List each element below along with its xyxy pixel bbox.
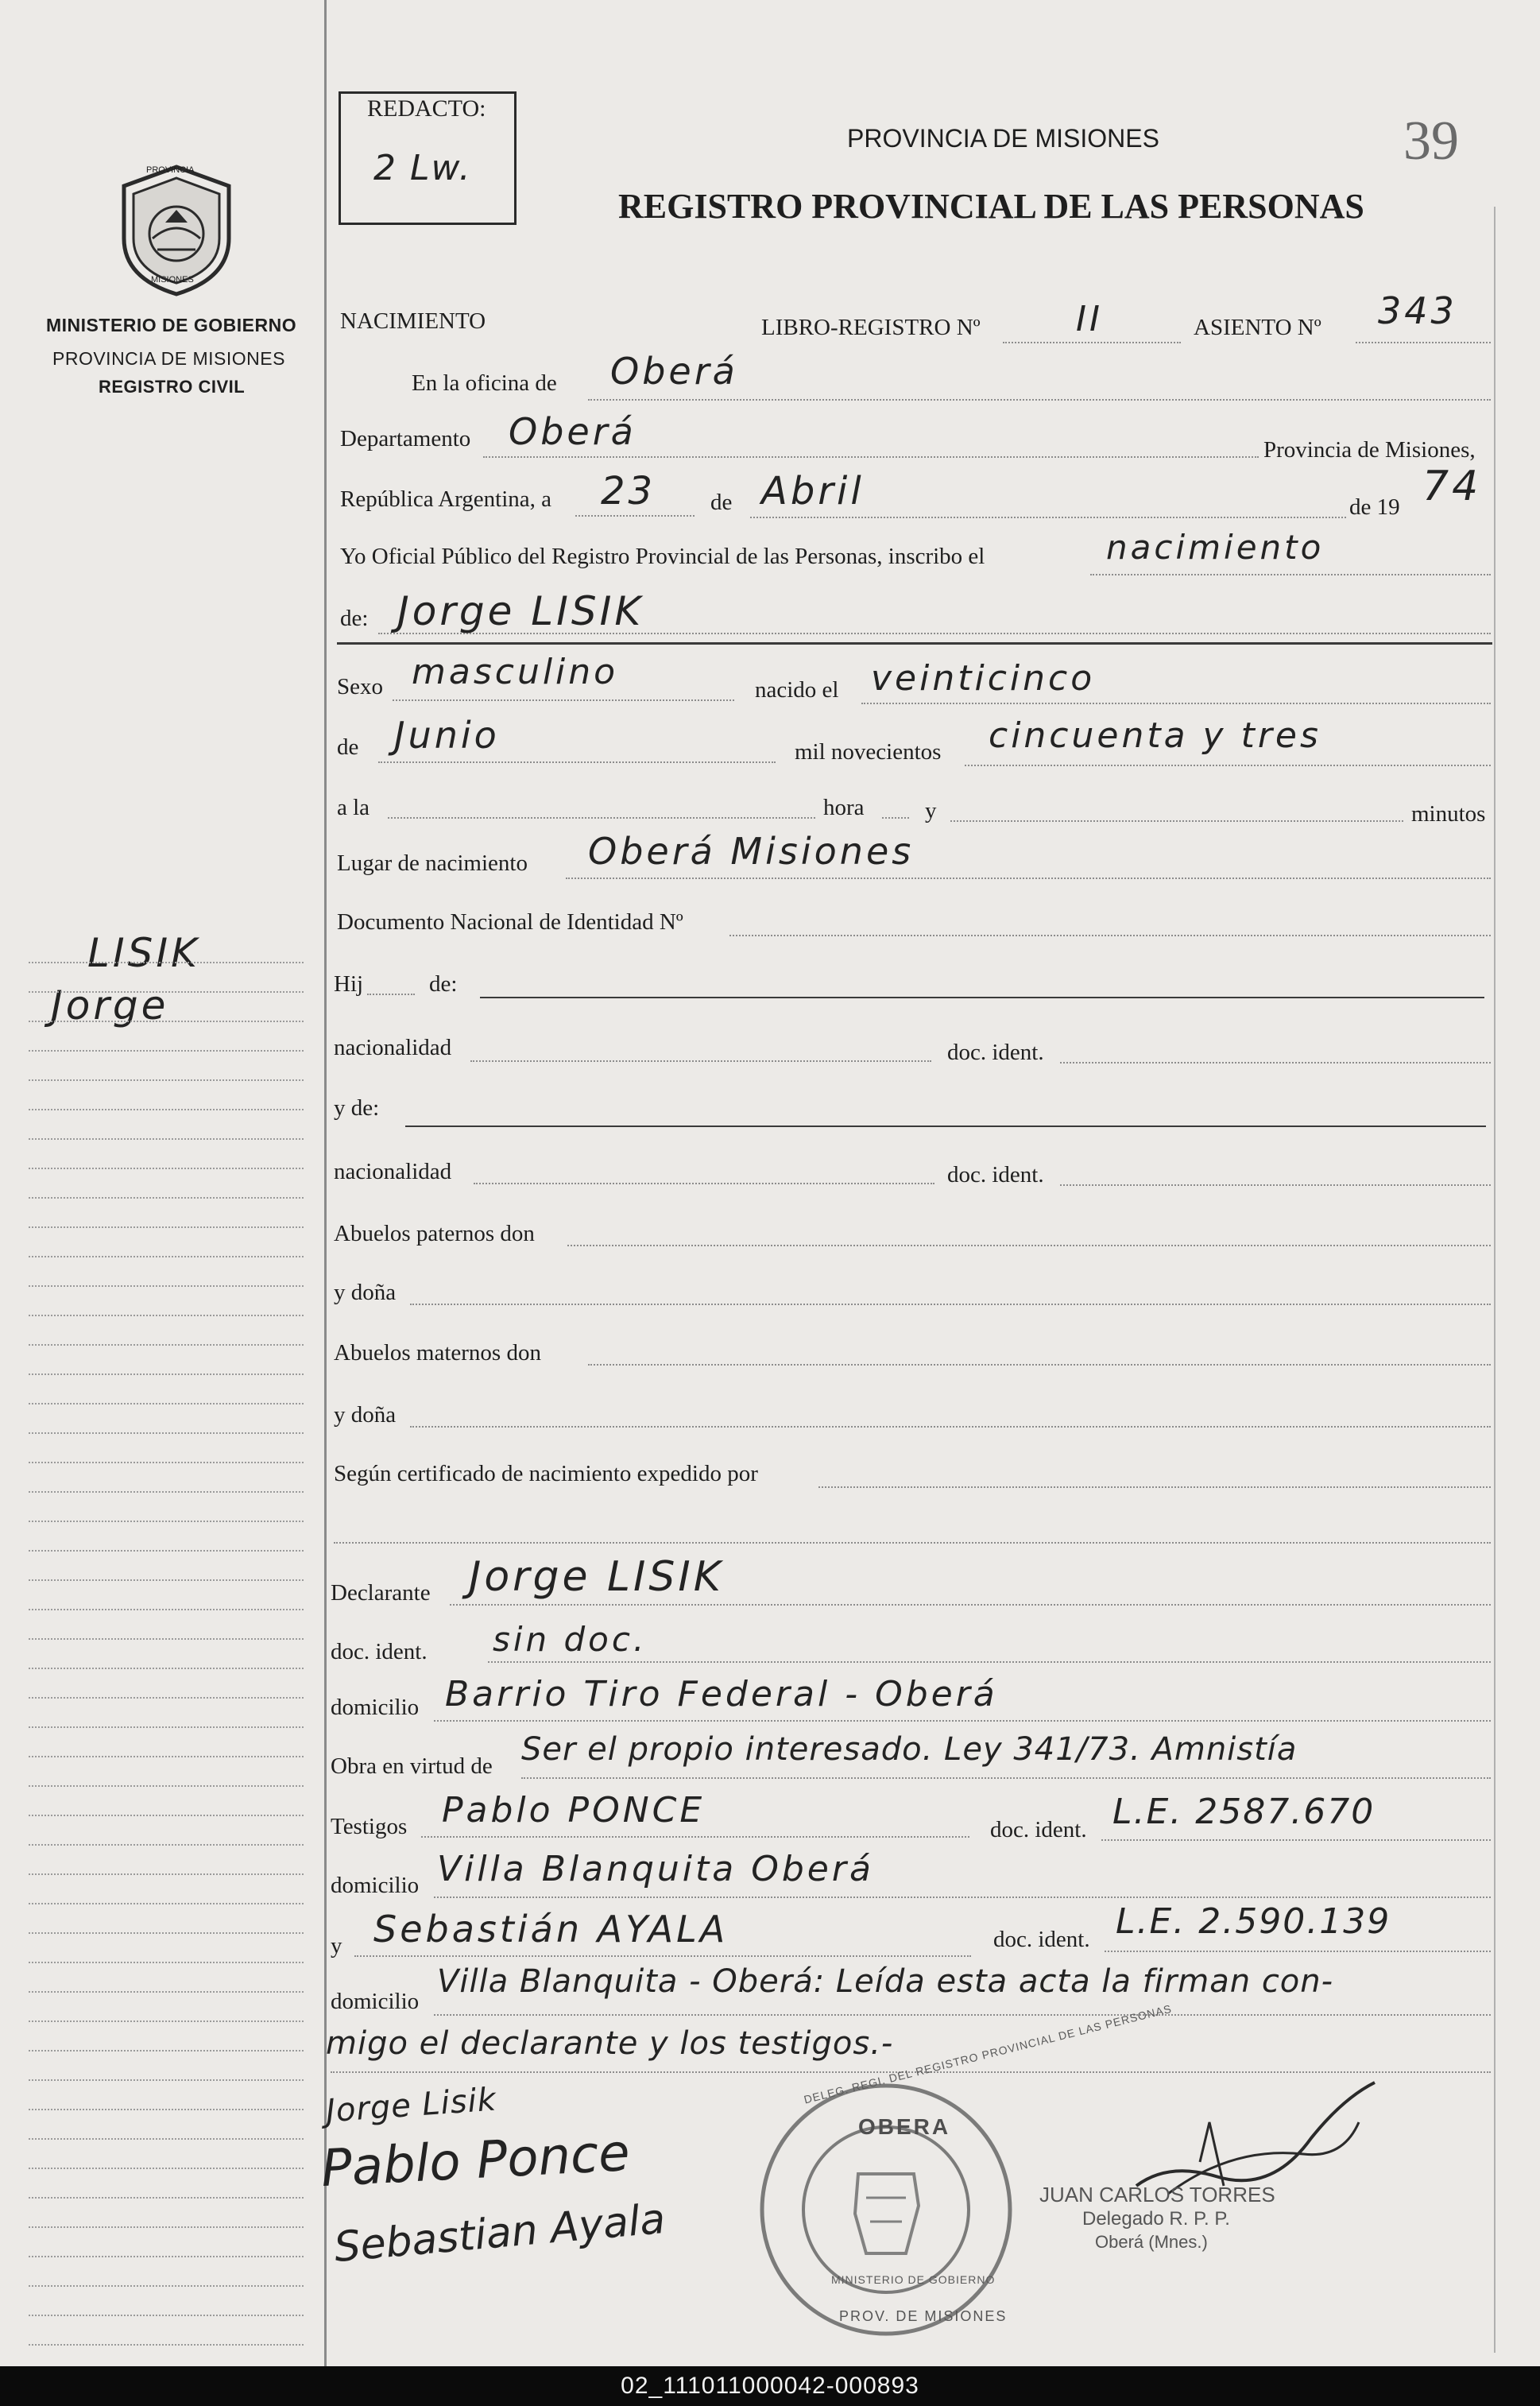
official-title: Delegado R. P. P. — [1082, 2208, 1230, 2230]
margin-ruled-line — [29, 1668, 304, 1669]
hij-de-label: de: — [429, 971, 458, 997]
margin-ruled-line — [29, 1050, 304, 1052]
margin-ruled-line — [29, 1109, 304, 1110]
margin-ruled-line — [29, 1932, 304, 1934]
ministry-line-2: PROVINCIA DE MISIONES — [52, 348, 285, 369]
minutos-label: minutos — [1411, 801, 1486, 827]
obra-dots — [521, 1777, 1491, 1779]
margin-ruled-line — [29, 1373, 304, 1375]
de-label-2: de — [337, 734, 359, 760]
asiento-value: 343 — [1378, 289, 1457, 332]
closing-value: migo el declarante y los testigos.- — [326, 2025, 894, 2062]
hij-dots — [367, 994, 415, 995]
ydona-dots-1 — [410, 1304, 1491, 1305]
domicilio-value-2: Villa Blanquita Oberá — [437, 1849, 874, 1889]
right-margin-rule — [1494, 207, 1496, 2353]
nacionalidad-dots-1 — [470, 1060, 931, 1062]
yde-label: y de: — [334, 1095, 380, 1121]
domicilio-value-1: Barrio Tiro Federal - Oberá — [445, 1674, 998, 1714]
form-title: NACIMIENTO — [340, 308, 486, 334]
nombre-value: Jorge LISIK — [397, 588, 644, 634]
margin-ruled-line — [29, 1256, 304, 1257]
oficina-value: Oberá — [610, 350, 738, 393]
domicilio-dots-3 — [434, 2014, 1491, 2016]
redacto-value: 2 Lw. — [373, 148, 472, 188]
domicilio-dots-1 — [434, 1720, 1491, 1722]
departamento-value: Oberá — [509, 410, 637, 453]
domicilio-dots-2 — [434, 1897, 1491, 1898]
departamento-dots — [483, 456, 1259, 458]
testigos-dots — [421, 1836, 969, 1838]
y2-label: y — [331, 1933, 342, 1959]
hij-label: Hij — [334, 971, 364, 997]
hij-rule — [480, 997, 1484, 998]
province-heading: PROVINCIA DE MISIONES — [847, 124, 1159, 153]
testigo2-dots — [354, 1955, 971, 1957]
testigos-label: Testigos — [331, 1814, 408, 1839]
margin-ruled-line — [29, 1873, 304, 1875]
margin-ruled-line — [29, 1197, 304, 1199]
declarante-dots — [450, 1604, 1491, 1606]
nacido-label: nacido el — [755, 677, 839, 703]
doc-ident-dots-5 — [1105, 1951, 1491, 1952]
domicilio-label-2: domicilio — [331, 1873, 420, 1898]
doc-ident-label-3: doc. ident. — [331, 1639, 428, 1664]
seal-text-bottom: MISIONES — [151, 275, 194, 285]
oficial-text: Yo Oficial Público del Registro Provincial de las Personas, inscribo el — [340, 544, 985, 569]
declarante-label: Declarante — [331, 1580, 431, 1606]
declarante-value: Jorge LISIK — [469, 1553, 724, 1601]
de-label-1: de — [710, 490, 733, 515]
oficina-label: En la oficina de — [412, 370, 557, 396]
mes-nac-dots — [378, 761, 776, 763]
doc-ident-label-5: doc. ident. — [993, 1927, 1090, 1952]
libro-value: II — [1076, 299, 1103, 339]
margin-ruled-line — [29, 2168, 304, 2169]
redacto-label: REDACTO: — [367, 95, 486, 122]
lugar-dots — [566, 878, 1491, 879]
seal-text-top: PROVINCIA — [146, 165, 195, 175]
margin-ruled-line — [29, 1756, 304, 1757]
mes-nac-value: Junio — [394, 714, 500, 757]
hora-label: hora — [823, 795, 865, 820]
registry-heading: REGISTRO PROVINCIAL DE LAS PERSONAS — [618, 187, 1364, 226]
margin-ruled-line — [29, 1991, 304, 1993]
anio-nac-dots — [965, 765, 1491, 766]
anio-prefix: de 19 — [1349, 494, 1400, 520]
doc-ident-label-4: doc. ident. — [990, 1817, 1087, 1842]
testigo1-value: Pablo PONCE — [442, 1790, 706, 1831]
oficina-dots — [588, 399, 1491, 401]
margin-ruled-line — [29, 2226, 304, 2228]
margin-ruled-line — [29, 2344, 304, 2346]
ministry-line-3: REGISTRO CIVIL — [99, 377, 246, 397]
y-label: y — [925, 798, 937, 823]
margin-ruled-line — [29, 1579, 304, 1581]
signature-declarante: Jorge Lisik — [324, 2081, 498, 2130]
abuelos-m-dots — [588, 1364, 1491, 1366]
margin-ruled-line — [29, 1726, 304, 1728]
inscribo-dots — [1090, 574, 1491, 575]
domicilio-value-3: Villa Blanquita - Oberá: Leída esta acta la firman con- — [437, 1963, 1334, 2000]
sexo-label: Sexo — [337, 674, 383, 699]
asiento-dots — [1356, 342, 1491, 343]
nacionalidad-label-1: nacionalidad — [334, 1035, 452, 1060]
margin-ruled-line — [29, 962, 304, 963]
doc-ident-dots-4 — [1101, 1839, 1491, 1841]
margin-ruled-line — [29, 2285, 304, 2287]
margin-ruled-line — [29, 1079, 304, 1081]
doc-ident-value-3: sin doc. — [493, 1620, 648, 1659]
doc-ident-label-1: doc. ident. — [947, 1040, 1044, 1065]
abuelos-p-dots — [567, 1245, 1491, 1246]
ministry-line-1: MINISTERIO DE GOBIERNO — [46, 315, 297, 335]
margin-ruled-line — [29, 2315, 304, 2316]
margin-ruled-line — [29, 2020, 304, 2022]
page-number: 39 — [1403, 110, 1459, 172]
doc-ident-dots-1 — [1060, 1062, 1491, 1064]
lugar-value: Oberá Misiones — [588, 830, 915, 873]
testigo2-doc: L.E. 2.590.139 — [1116, 1901, 1391, 1942]
official-place: Oberá (Mnes.) — [1095, 2232, 1208, 2252]
mil-label: mil novecientos — [795, 739, 942, 765]
margin-ruled-line — [29, 1638, 304, 1640]
footer-code: 02_111011000042-000893 — [0, 2366, 1540, 2406]
domicilio-label-3: domicilio — [331, 1989, 420, 2014]
stamp-ring-text: DELEG. REGI. DEL REGISTRO PROVINCIAL DE LAS PERSONAS — [803, 2001, 1174, 2106]
nacido-value: veinticinco — [871, 658, 1096, 699]
mes-dots — [750, 517, 1346, 518]
stamp-center-top: OBERA — [858, 2114, 951, 2139]
dni-dots — [729, 935, 1491, 936]
margin-ruled-line — [29, 2079, 304, 2081]
margin-ruled-line — [29, 1962, 304, 1963]
margin-ruled-line — [29, 1462, 304, 1463]
stamp-bottom: PROV. DE MISIONES — [839, 2308, 1008, 2324]
margin-ruled-line — [29, 2109, 304, 2110]
segun-dots — [818, 1486, 1491, 1488]
signature-testigo-2: Sebastian Ayala — [332, 2195, 667, 2272]
minutos-dots — [950, 820, 1403, 822]
ydona-label-2: y doña — [334, 1402, 397, 1428]
margin-ruled-line — [29, 991, 304, 993]
margin-ruled-line — [29, 2197, 304, 2199]
margin-ruled-line — [29, 1903, 304, 1904]
margin-ruled-line — [29, 2256, 304, 2257]
domicilio-label-1: domicilio — [331, 1695, 420, 1720]
margin-ruled-line — [29, 1138, 304, 1140]
margin-ruled-line — [29, 1344, 304, 1346]
hora2-dots — [882, 817, 909, 819]
margin-ruled-line — [29, 1697, 304, 1699]
margin-ruled-line — [29, 1785, 304, 1787]
nacionalidad-label-2: nacionalidad — [334, 1159, 452, 1184]
margin-ruled-line — [29, 1315, 304, 1316]
sexo-value: masculino — [412, 652, 619, 692]
departamento-label: Departamento — [340, 426, 471, 451]
yde-rule — [405, 1126, 1486, 1127]
obra-value: Ser el propio interesado. Ley 341/73. Amnistía — [521, 1731, 1298, 1768]
margin-ruled-line — [29, 1403, 304, 1404]
signature-testigo-1: Pablo Ponce — [319, 2123, 632, 2199]
testigo2-value: Sebastián AYALA — [373, 1908, 729, 1951]
nacido-dots — [861, 703, 1491, 704]
margin-ruled-line — [29, 1285, 304, 1287]
margin-ruled-line — [29, 1226, 304, 1228]
republica-label: República Argentina, a — [340, 486, 552, 512]
margin-ruled-line — [29, 1521, 304, 1522]
margin-ruled-line — [29, 1491, 304, 1493]
margin-ruled-line — [29, 1815, 304, 1816]
libro-label: LIBRO-REGISTRO Nº — [761, 315, 981, 340]
dia-value: 23 — [601, 469, 656, 513]
lugar-label: Lugar de nacimiento — [337, 850, 528, 876]
nombre-rule — [337, 642, 1492, 645]
provincia-suffix: Provincia de Misiones, — [1263, 437, 1476, 463]
margin-ruled-line — [29, 2050, 304, 2051]
ala-label: a la — [337, 795, 370, 820]
margin-ruled-line — [29, 1609, 304, 1610]
doc-ident-dots-3 — [488, 1661, 1491, 1663]
libro-dots — [1003, 342, 1181, 343]
abuelos-p-label: Abuelos paternos don — [334, 1221, 535, 1246]
segun-dots-2 — [334, 1542, 1491, 1544]
left-margin-rule — [324, 0, 327, 2366]
dia-dots — [575, 515, 695, 517]
margin-given-name: Jorge — [51, 982, 169, 1029]
mes-value: Abril — [761, 469, 865, 513]
sexo-dots — [393, 699, 734, 701]
margin-ruled-line — [29, 1168, 304, 1169]
margin-ruled-line — [29, 1550, 304, 1552]
margin-ruled-line — [29, 2138, 304, 2140]
inscribo-value: nacimiento — [1106, 528, 1325, 567]
margin-ruled-line — [29, 1021, 304, 1022]
obra-label: Obra en virtud de — [331, 1753, 493, 1779]
anio-nac-value: cincuenta y tres — [989, 715, 1321, 756]
doc-ident-label-2: doc. ident. — [947, 1162, 1044, 1188]
margin-ruled-line — [29, 1432, 304, 1434]
abuelos-m-label: Abuelos maternos don — [334, 1340, 541, 1366]
doc-ident-dots-2 — [1060, 1184, 1491, 1186]
nacionalidad-dots-2 — [474, 1183, 934, 1184]
ydona-dots-2 — [410, 1426, 1491, 1428]
de-colon-label: de: — [340, 606, 369, 631]
anio-value: 74 — [1422, 463, 1482, 510]
margin-surname: LISIK — [87, 930, 200, 976]
segun-label: Según certificado de nacimiento expedido por — [334, 1461, 758, 1486]
asiento-label: ASIENTO Nº — [1194, 315, 1321, 340]
margin-ruled-line — [29, 1844, 304, 1846]
hora-dots — [388, 817, 815, 819]
stamp-center-bottom: MINISTERIO DE GOBIERNO — [831, 2273, 996, 2286]
ydona-label-1: y doña — [334, 1280, 397, 1305]
dni-label: Documento Nacional de Identidad Nº — [337, 909, 683, 935]
official-name: JUAN CARLOS TORRES — [1039, 2183, 1275, 2206]
testigo1-doc: L.E. 2587.670 — [1112, 1792, 1376, 1832]
